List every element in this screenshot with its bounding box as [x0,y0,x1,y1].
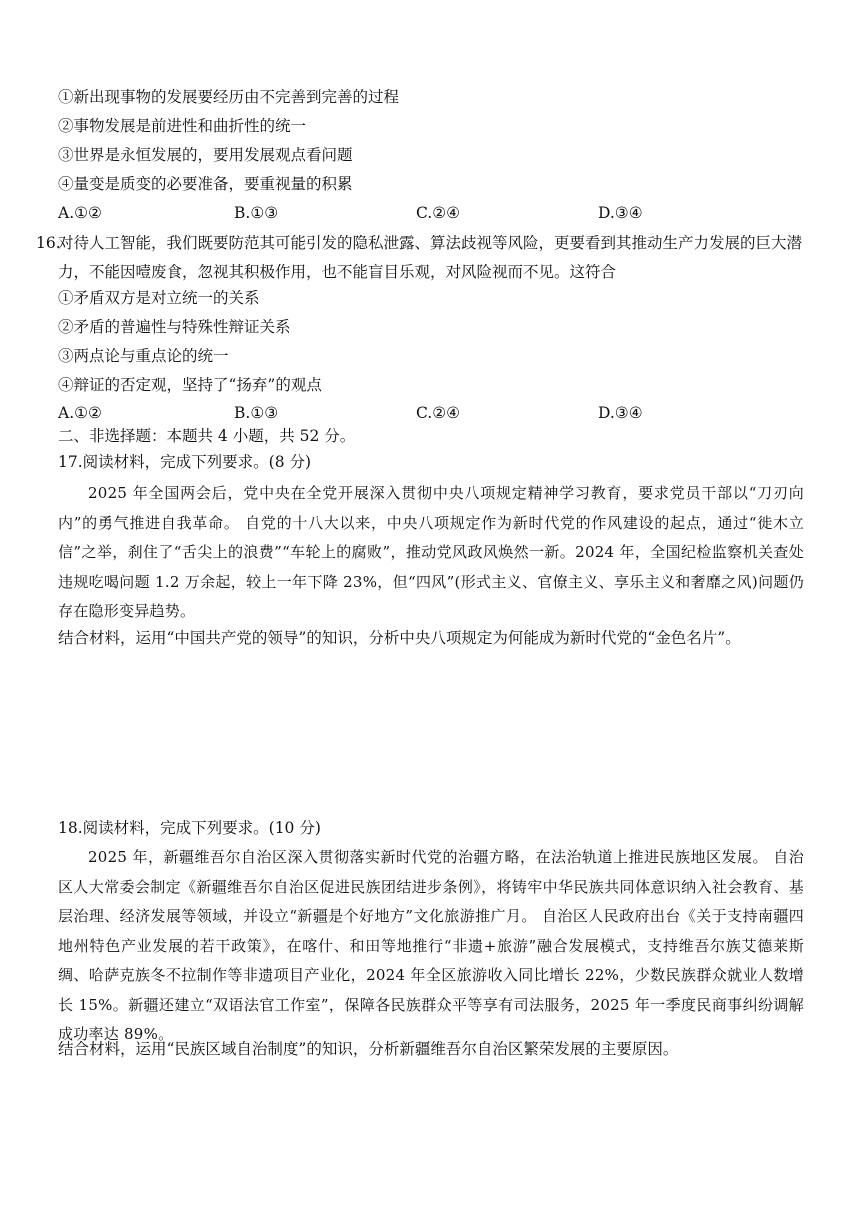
q16-option-d[interactable]: D.③④ [598,404,643,422]
q16-option-c[interactable]: C.②④ [416,404,461,422]
q16-item-4: ④辩证的否定观，坚持了“扬弃”的观点 [58,376,322,394]
q15-option-d[interactable]: D.③④ [598,204,643,222]
q15-option-c[interactable]: C.②④ [416,204,461,222]
q16-item-3: ③两点论与重点论的统一 [58,347,229,365]
q17-task: 结合材料，运用“中国共产党的领导”的知识，分析中央八项规定为何能成为新时代党的“金色名片”。 [58,629,741,647]
q16-option-b[interactable]: B.①③ [234,404,279,422]
q18-task: 结合材料，运用“民族区域自治制度”的知识，分析新疆维吾尔自治区繁荣发展的主要原因。 [58,1040,679,1058]
q16-stem [36,229,816,287]
q18-material-text: 2025 年，新疆维吾尔自治区深入贯彻落实新时代党的治疆方略，在法治轨道上推进民族地区发展。 自治区人大常委会制定《新疆维吾尔自治区促进民族团结进步条例》，将铸牢中华民族共同体意识纳入社会教育、基层治理、经济发展等领域，并设立“新疆是个好地方”文化旅游推广月。 自治区人民政府出台《关于支持南疆四地州特色产业发展的若干政策》，在喀什、和田等地推行“非遗+旅游”融合发展模式，支持维吾尔族艾德莱斯绸、哈萨克族冬不拉制作等非遗项目产业化，2024 年全区旅游收入同比增长 22%，少数民族群众就业人数增长 15%。新疆还建立“双语法官工作室”，保障各民族群众平等享有司法服务，2025 年一季度民商事纠纷调解成功率达 89%。 [58,848,804,1043]
section-heading: 二、非选择题：本题共 4 小题，共 52 分。 [58,427,356,445]
q16-item-1: ①矛盾双方是对立统一的关系 [58,289,260,307]
q15-options [58,202,838,224]
q16-option-a[interactable]: A.①② [58,404,102,422]
q15-item-2: ②事物发展是前进性和曲折性的统一 [58,117,307,135]
q15-option-b[interactable]: B.①③ [234,204,279,222]
q16-options [58,402,838,424]
q15-option-a[interactable]: A.①② [58,204,102,222]
q16-stem-text: 对待人工智能，我们既要防范其可能引发的隐私泄露、算法歧视等风险，更要看到其推动生产力发展的巨大潜力，不能因噎废食，忽视其积极作用，也不能盲目乐观，对风险视而不见。这符合 [58,234,803,281]
q16-number: 16. [36,234,61,252]
q17-material [58,479,804,627]
q15-item-4: ④量变是质变的必要准备，要重视量的积累 [58,175,353,193]
q15-item-3: ③世界是永恒发展的，要用发展观点看问题 [58,146,353,164]
q17-material-text: 2025 年全国两会后，党中央在全党开展深入贯彻中央八项规定精神学习教育，要求党员干部以“刀刃向内”的勇气推进自我革命。 自党的十八大以来，中央八项规定作为新时代党的作风建设的起点，通过“徙木立信”之举，刹住了“舌尖上的浪费”“车轮上的腐败”，推动党风政风焕然一新。2024 年，全国纪检监察机关查处违规吃喝问题 1.2 万余起，较上一年下降 23%，但“四风”(形式主义、官僚主义、享乐主义和奢靡之风)问题仍存在隐形变异趋势。 [58,484,804,620]
q15-item-1: ①新出现事物的发展要经历由不完善到完善的过程 [58,88,400,106]
q16-item-2: ②矛盾的普遍性与特殊性辩证关系 [58,318,291,336]
q17-heading: 17.阅读材料，完成下列要求。(8 分) [58,453,312,471]
q18-material [58,843,804,1050]
q18-heading: 18.阅读材料，完成下列要求。(10 分) [58,819,321,837]
